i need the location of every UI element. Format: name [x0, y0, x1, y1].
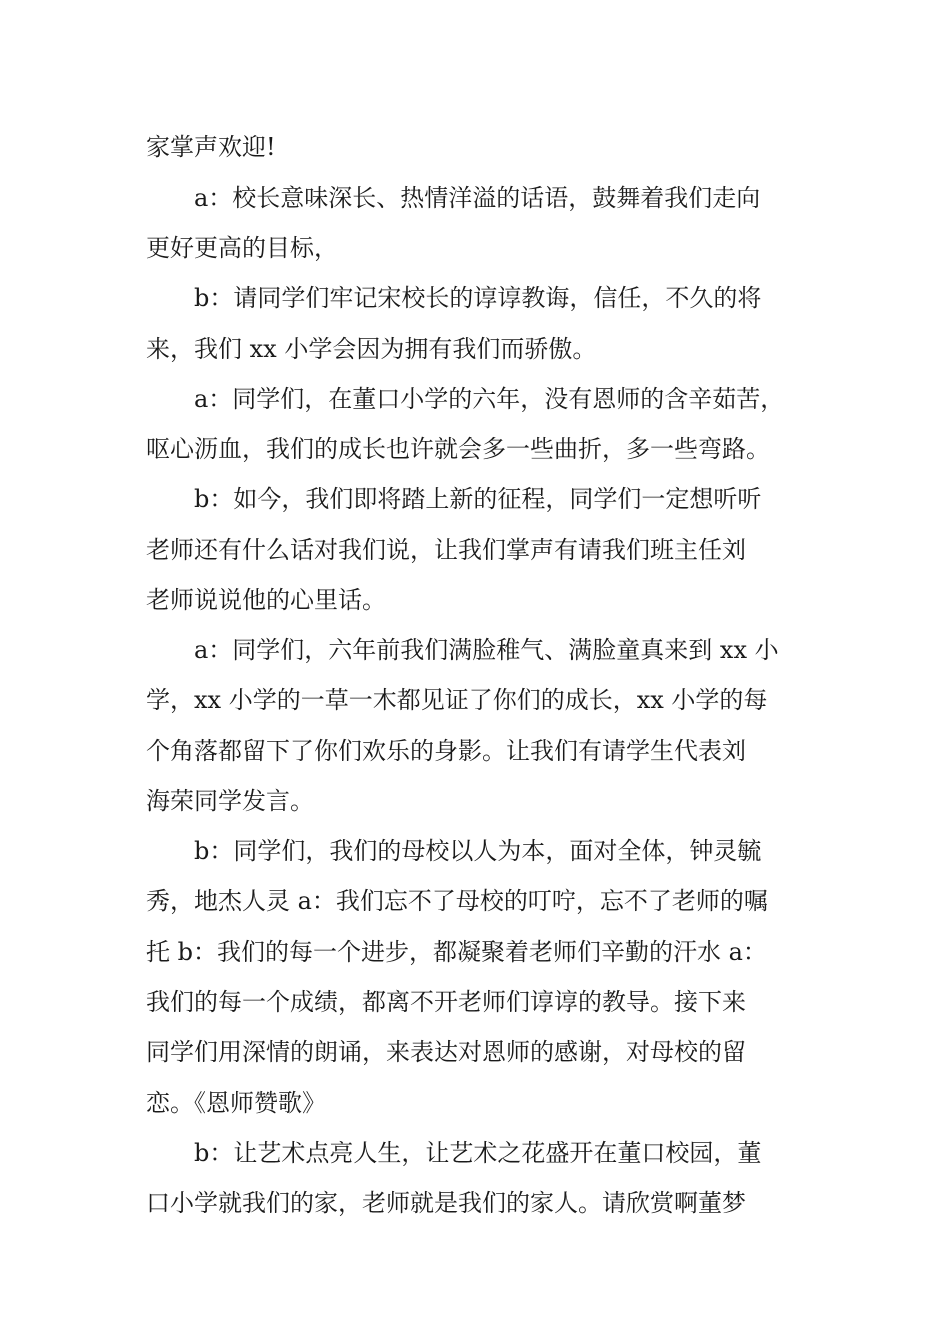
text-line: 口小学就我们的家，老师就是我们的家人。请欣赏啊董梦 — [146, 1189, 746, 1217]
text-line: 更好更高的目标， — [146, 234, 338, 262]
text-line: a：同学们，六年前我们满脸稚气、满脸童真来到 xx 小 — [194, 636, 779, 664]
text-line: 呕心沥血，我们的成长也许就会多一些曲折，多一些弯路。 — [146, 435, 770, 463]
text-line: 个角落都留下了你们欢乐的身影。让我们有请学生代表刘 — [146, 737, 746, 765]
text-line: b：请同学们牢记宋校长的谆谆教诲，信任，不久的将 — [194, 284, 762, 312]
text-line: 同学们用深情的朗诵，来表达对恩师的感谢，对母校的留 — [146, 1038, 746, 1066]
text-line: b：同学们，我们的母校以人为本，面对全体，钟灵毓 — [194, 837, 762, 865]
text-line: 秀，地杰人灵 a：我们忘不了母校的叮咛，忘不了老师的嘱 — [146, 887, 768, 915]
text-line: 海荣同学发言。 — [146, 787, 314, 815]
text-line: 老师还有什么话对我们说，让我们掌声有请我们班主任刘 — [146, 536, 746, 564]
text-line: 家掌声欢迎! — [146, 133, 276, 161]
text-line: b：如今，我们即将踏上新的征程，同学们一定想听听 — [194, 485, 762, 513]
text-line: b：让艺术点亮人生，让艺术之花盛开在董口校园，董 — [194, 1139, 762, 1167]
text-line: a：同学们，在董口小学的六年，没有恩师的含辛茹苦， — [194, 385, 785, 413]
text-line: 学，xx 小学的一草一木都见证了你们的成长，xx 小学的每 — [146, 686, 768, 714]
text-line: 老师说说他的心里话。 — [146, 586, 386, 614]
text-line: 恋。《恩师赞歌》 — [146, 1089, 326, 1117]
text-line: 来，我们 xx 小学会因为拥有我们而骄傲。 — [146, 335, 597, 363]
text-line: 我们的每一个成绩，都离不开老师们谆谆的教导。接下来 — [146, 988, 746, 1016]
text-line: 托 b：我们的每一个进步，都凝聚着老师们辛勤的汗水 a： — [146, 938, 767, 966]
text-line: a：校长意味深长、热情洋溢的话语，鼓舞着我们走向 — [194, 184, 761, 212]
